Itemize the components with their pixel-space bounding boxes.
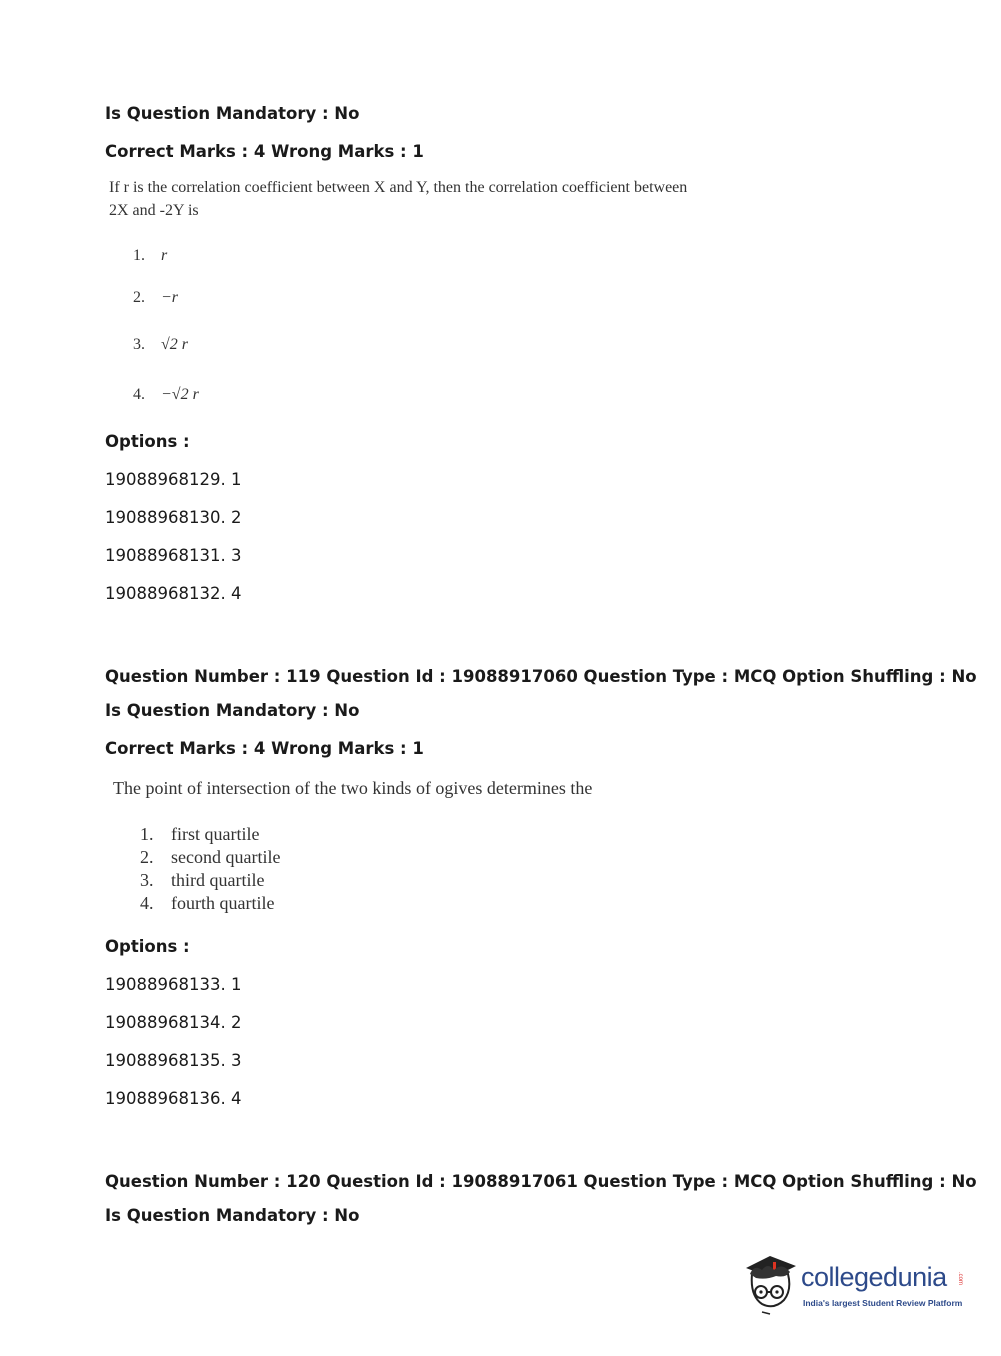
q118-option-1: 19088968129. 1 — [105, 470, 242, 489]
choice-value: second quartile — [171, 847, 281, 867]
q119-choice-3 — [140, 870, 264, 891]
choice-value: −r — [161, 289, 179, 306]
logo-com: .com — [957, 1272, 963, 1286]
q119-option-3: 19088968135. 3 — [105, 1051, 242, 1070]
q118-options-label: Options : — [105, 432, 190, 451]
mascot-icon — [740, 1250, 804, 1316]
q119-choice-4 — [140, 893, 274, 914]
q120-mandatory: Is Question Mandatory : No — [105, 1206, 360, 1225]
q118-choice-1 — [133, 247, 167, 265]
choice-number: 3. — [133, 336, 145, 353]
q118-marks: Correct Marks : 4 Wrong Marks : 1 — [105, 142, 424, 161]
q119-mandatory: Is Question Mandatory : No — [105, 701, 360, 720]
q118-mandatory: Is Question Mandatory : No — [105, 104, 360, 123]
choice-number: 2. — [133, 289, 145, 306]
q119-question: The point of intersection of the two kinds of ogives determines the — [113, 778, 593, 798]
q118-choice-3 — [133, 336, 188, 354]
collegedunia-logo — [740, 1250, 970, 1320]
q118-choice-4 — [133, 386, 199, 404]
q118-question-line1: If r is the correlation coefficient between X and Y, then the correlation coefficient between — [109, 179, 688, 196]
choice-value: third quartile — [171, 870, 265, 890]
q119-option-1: 19088968133. 1 — [105, 975, 242, 994]
q118-option-3: 19088968131. 3 — [105, 546, 242, 565]
logo-tagline: India's largest Student Review Platform — [803, 1298, 963, 1308]
choice-number: 4. — [133, 386, 145, 403]
choice-value: √2 r — [161, 336, 189, 353]
q118-option-4: 19088968132. 4 — [105, 584, 242, 603]
q119-options-label: Options : — [105, 937, 190, 956]
choice-value: first quartile — [171, 824, 260, 844]
logo-brand: collegedunia — [801, 1262, 947, 1292]
q119-option-4: 19088968136. 4 — [105, 1089, 242, 1108]
q118-choice-2 — [133, 289, 178, 307]
choice-number: 3. — [140, 870, 154, 890]
choice-number: 1. — [140, 824, 154, 844]
choice-number: 4. — [140, 893, 154, 913]
choice-value: fourth quartile — [171, 893, 275, 913]
q118-question-line2: 2X and -2Y is — [109, 202, 199, 219]
q119-option-2: 19088968134. 2 — [105, 1013, 242, 1032]
q119-marks: Correct Marks : 4 Wrong Marks : 1 — [105, 739, 424, 758]
q119-header: Question Number : 119 Question Id : 19088917060 Question Type : MCQ Option Shuffling : No — [105, 667, 977, 686]
q119-choice-2 — [140, 847, 280, 868]
choice-number: 2. — [140, 847, 154, 867]
q119-choice-1 — [140, 824, 259, 845]
choice-number: 1. — [133, 247, 145, 264]
q120-header: Question Number : 120 Question Id : 19088917061 Question Type : MCQ Option Shuffling : No — [105, 1172, 977, 1191]
choice-value: −√2 r — [161, 386, 199, 403]
q118-option-2: 19088968130. 2 — [105, 508, 242, 527]
choice-value: r — [161, 247, 168, 264]
